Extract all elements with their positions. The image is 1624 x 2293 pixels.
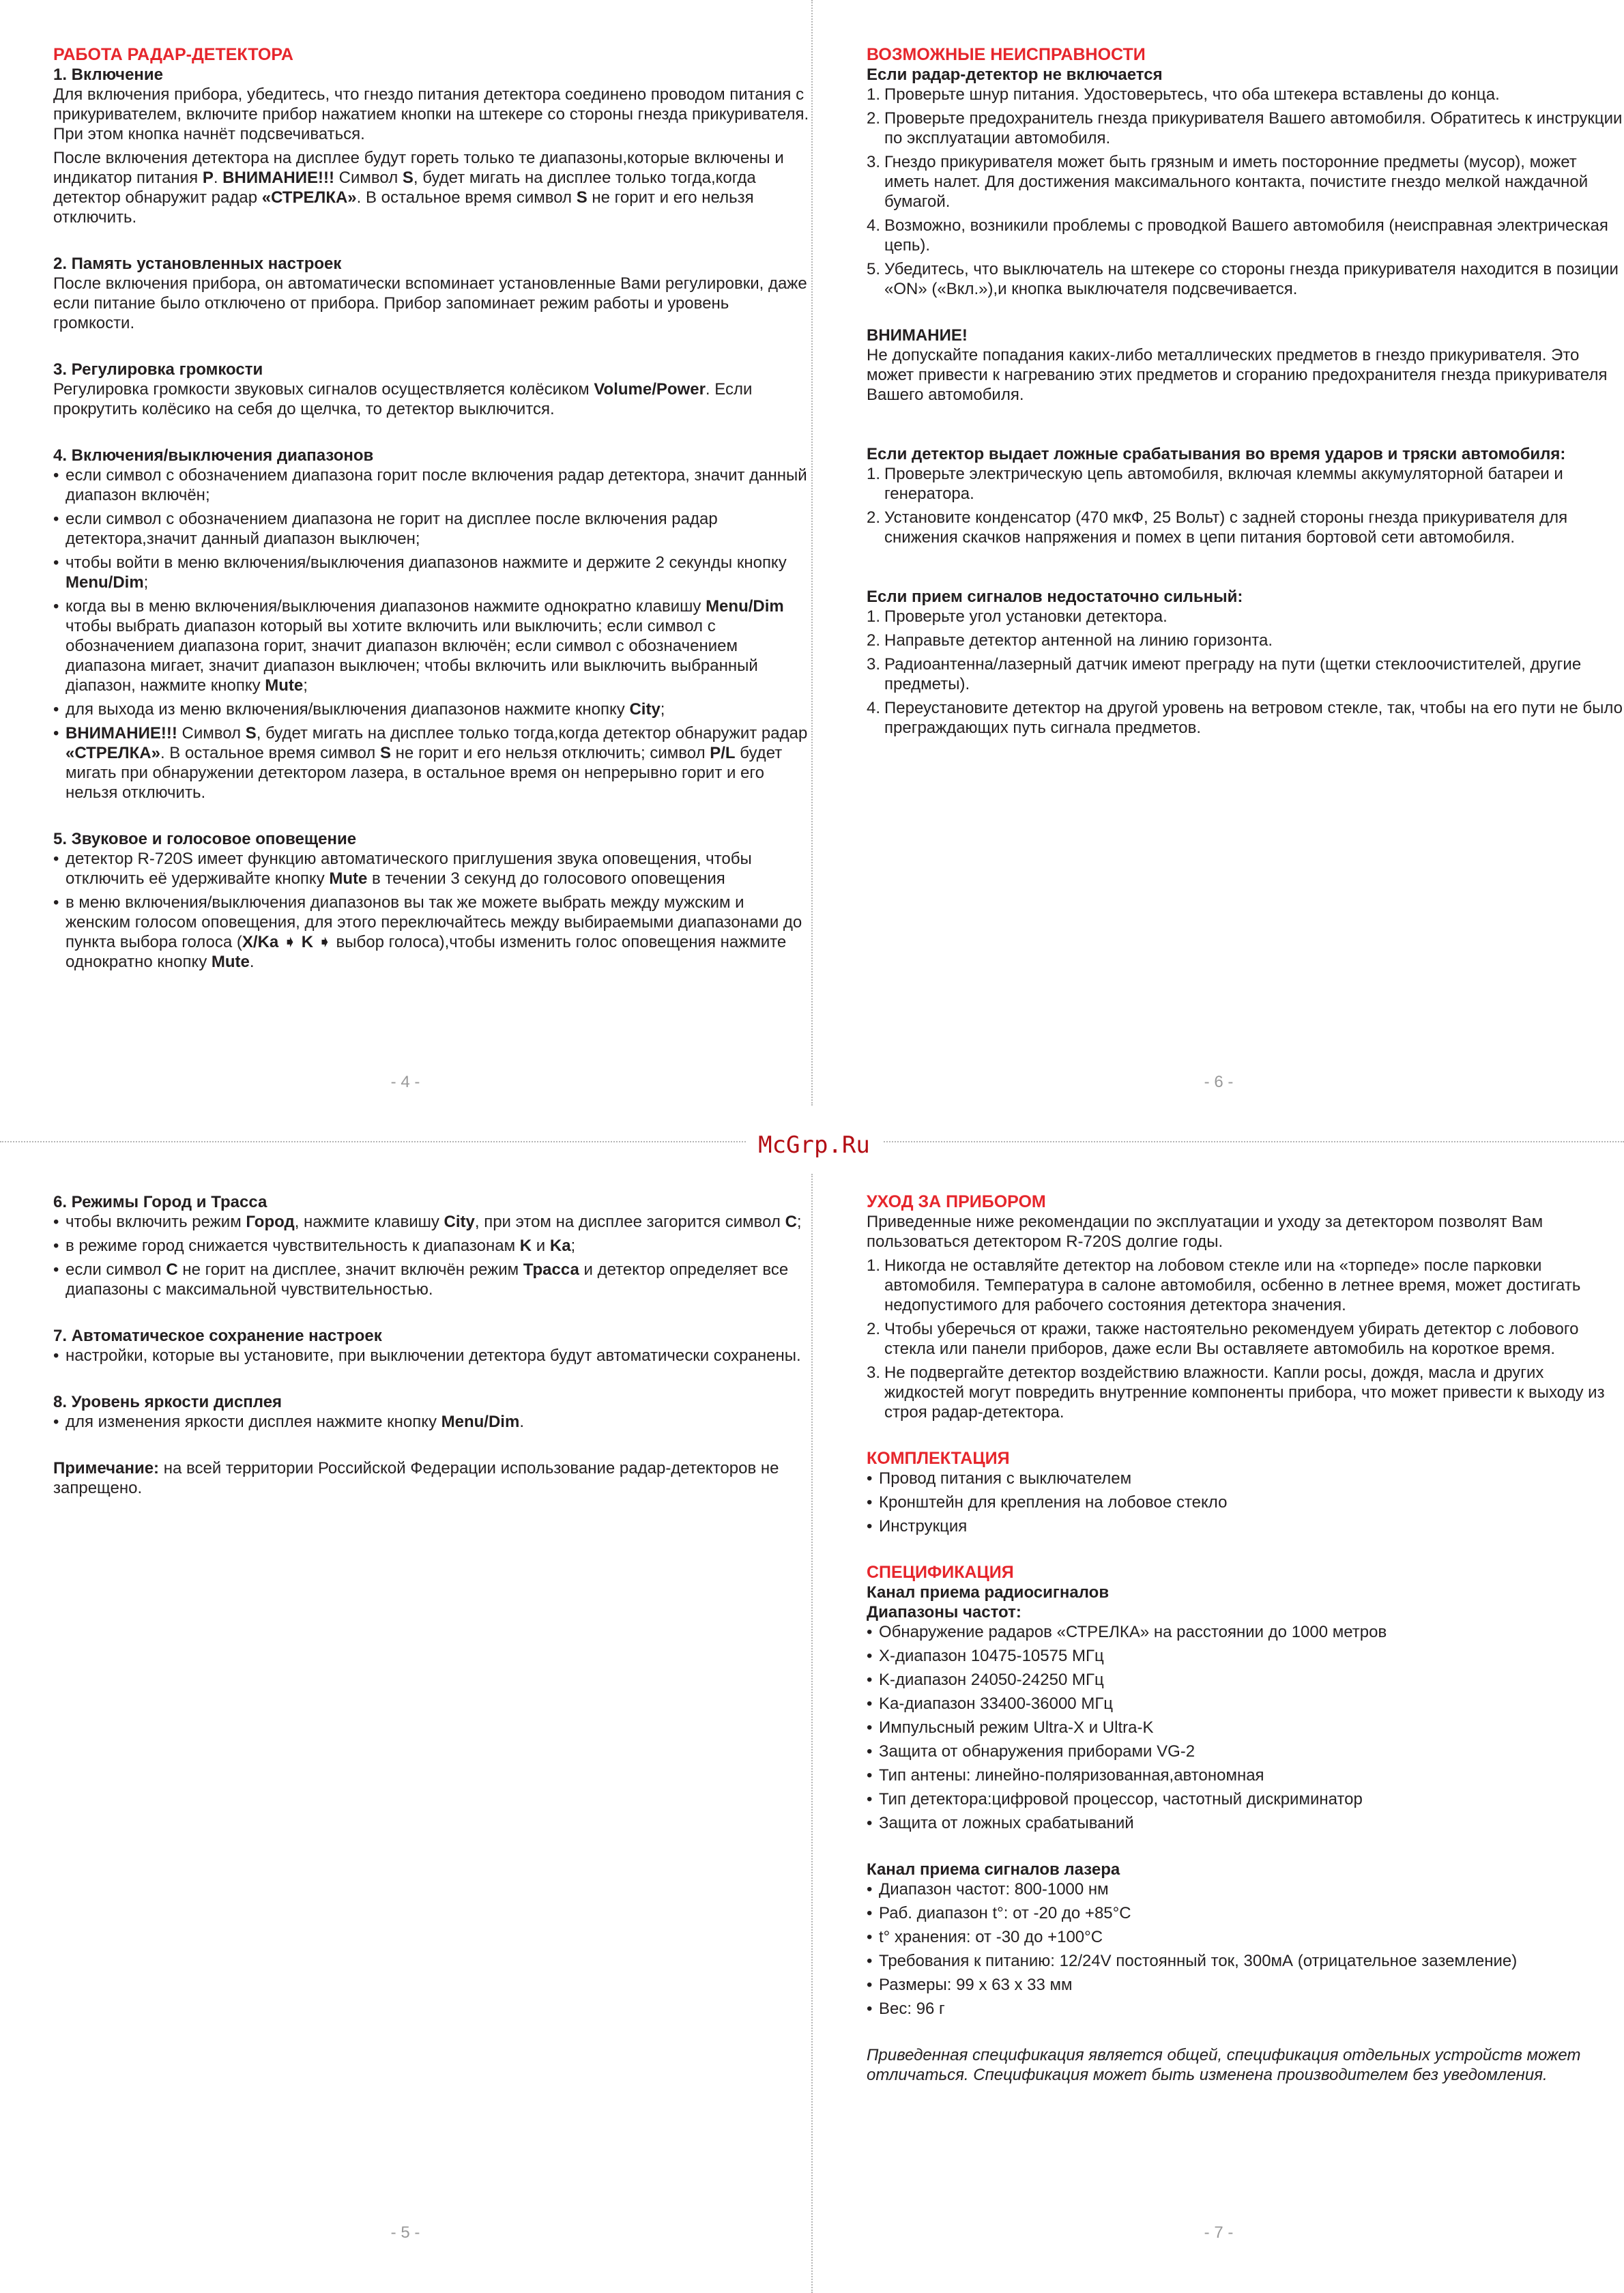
list-item: • X-диапазон 10475-10575 МГц: [867, 1646, 1624, 1666]
heading-sound: 5. Звуковое и голосовое оповещение: [53, 830, 357, 848]
bands-list: [53, 465, 811, 803]
spec-radio-list: [867, 1622, 1624, 1833]
paragraph: Регулировка громкости звуковых сигналов осуществляется колёсиком Volume/Power. Если прокрутить колёсико на себя до щелчка, то детектор выключится.: [53, 380, 753, 418]
list-item: • Раб. диапазон t°: от -20 до +85°С: [867, 1903, 1624, 1923]
list-item: • Размеры: 99 x 63 x 33 мм: [867, 1975, 1624, 1995]
list-item: • если символ C не горит на дисплее, значит включён режим Трасса и детектор определяет все диапазоны с максимальной чувствительностью.: [53, 1260, 811, 1299]
heading-bands: 4. Включения/выключения диапазонов: [53, 446, 374, 465]
paragraph: Не допускайте попадания каких-либо металлических предметов в гнездо прикуривателя. Это может привести к нагреванию этих предметов и сгоранию предохранителя гнезда прикуривателя Вашего автомобиля.: [867, 346, 1608, 404]
list-item: • Вес: 96 г: [867, 1999, 1624, 2019]
list-item: • t° хранения: от -30 до +100°С: [867, 1927, 1624, 1947]
page-number: - 5 -: [390, 2223, 420, 2242]
autosave-list: [53, 1346, 811, 1366]
list-item: • Диапазон частот: 800-1000 нм: [867, 1879, 1624, 1899]
list-item: • Инструкция: [867, 1516, 1624, 1536]
spec-note: Приведенная спецификация является общей, спецификация отдельных устройств может отличаться. Спецификация может быть изменена производителем без уведомления.: [867, 2046, 1581, 2084]
list-item: 4. Переустановите детектор на другой уровень на ветровом стекле, так, чтобы на его пути не было преграждающих путь сигнала предметов.: [867, 699, 1623, 737]
list-item: • чтобы войти в меню включения/выключения диапазонов нажмите и держите 2 секунды кнопку Menu/Dim;: [53, 553, 811, 592]
list-item: • для изменения яркости дисплея нажмите кнопку Menu/Dim.: [53, 1412, 811, 1432]
list-item: 3. Не подвергайте детектор воздействию влажности. Капли росы, дождя, масла и других жидкостей могут повредить внутренние компоненты прибора, что может привести к выходу из строя радар-детектора.: [867, 1364, 1605, 1422]
heading-power-on: 1. Включение: [53, 66, 164, 84]
list-item: 3. Гнездо прикуривателя может быть грязным и иметь посторонние предметы (мусор), может иметь налет. Для достижения максимального контакта, почистите гнездо мелкой наждачной бумагой.: [867, 153, 1589, 211]
list-item: • Ka-диапазон 33400-36000 МГц: [867, 1694, 1624, 1714]
heading-weak-signal: Если прием сигналов недостаточно сильный:: [867, 588, 1243, 606]
list-item: 3. Радиоантенна/лазерный датчик имеют преграду на пути (щетки стеклоочистителей, другие предметы).: [867, 655, 1582, 693]
section-title: СПЕЦИФИКАЦИЯ: [867, 1563, 1014, 1582]
paragraph: После включения прибора, он автоматически вспоминает установленные Вами регулировки, даже если питание было отключено от прибора. Прибор запоминает режим работы и уровень громкости.: [53, 274, 807, 332]
list-item: • в меню включения/выключения диапазонов вы так же можете выбрать между мужским и женским голосом оповещения, для этого переключайтесь между выбираемыми диапазонами до пункта выбора голоса (X/Ka ➧ K ➧ выбор голоса),чтобы изменить голос оповещения нажмите однократно кнопку Mute.: [53, 893, 811, 972]
heading-not-power: Если радар-детектор не включается: [867, 66, 1163, 84]
list-item: • если символ с обозначением диапазона горит после включения радар детектора, значит данный диапазон включён;: [53, 465, 811, 505]
list-item: • Обнаружение радаров «СТРЕЛКА» на расстоянии до 1000 метров: [867, 1622, 1624, 1642]
heading-modes: 6. Режимы Город и Трасса: [53, 1193, 267, 1211]
list-item: • настройки, которые вы установите, при выключении детектора будут автоматически сохранены.: [53, 1346, 811, 1366]
care-list: [867, 1256, 1624, 1422]
list-item: • Провод питания с выключателем: [867, 1469, 1624, 1488]
list-item: • ВНИМАНИЕ!!! Символ S, будет мигать на дисплее только тогда,когда детектор обнаружит радар «СТРЕЛКА». В остальное время символ S не горит и его нельзя отключить; символ P/L будет мигать при обнаружении детектором лазера, в остальное время он непрерывно горит и его нельзя отключить.: [53, 723, 811, 803]
list-item: • Требования к питанию: 12/24V постоянный ток, 300мА (отрицательное заземление): [867, 1951, 1624, 1971]
section-title: РАБОТА РАДАР-ДЕТЕКТОРА: [53, 45, 293, 64]
heading-autosave: 7. Автоматическое сохранение настроек: [53, 1327, 382, 1345]
list-item: 1. Никогда не оставляйте детектор на лобовом стекле или на «торпеде» после парковки автомобиля. Температура в салоне автомобиля, осбенно в летнее время, может достигать недопустимого для рабочего состояния детектора значения.: [867, 1256, 1581, 1314]
list-item: • когда вы в меню включения/выключения диапазонов нажмите однократно клавишу Menu/Dim чтобы выбрать диапазон который вы хотите включить или выключить; если символ с обозначением диапазона горит, значит диапазон включён; если символ с обозначением диапазона мигает, значит диапазон выключен; чтобы включить или выключить выбранный діапазон, нажмите кнопку Mute;: [53, 596, 811, 695]
paragraph: Приведенные ниже рекомендации по эксплуатации и уходу за детектором позволят Вам пользоваться детектором R-720S долгие годы.: [867, 1213, 1543, 1251]
page-number: - 4 -: [390, 1073, 420, 1091]
page-number: - 6 -: [1204, 1073, 1234, 1091]
page-number: - 7 -: [1204, 2223, 1234, 2242]
numbered-list: [867, 85, 1624, 299]
list-item: • чтобы включить режим Город, нажмите клавишу City, при этом на дисплее загорится символ C;: [53, 1212, 811, 1232]
list-item: • в режиме город снижается чувствительность к диапазонам K и Ka;: [53, 1236, 811, 1256]
list-item: • Тип антены: линейно-поляризованная,автономная: [867, 1765, 1624, 1785]
list-item: • K-диапазон 24050-24250 МГц: [867, 1670, 1624, 1690]
list-item: • Защита от ложных срабатываний: [867, 1813, 1624, 1833]
page-7: [867, 1192, 1624, 2089]
heading-volume: 3. Регулировка громкости: [53, 360, 263, 379]
list-item: • Тип детектора:цифровой процессор, частотный дискриминатор: [867, 1789, 1624, 1809]
list-item: 2. Направьте детектор антенной на линию горизонта.: [867, 631, 1273, 650]
page-6: [867, 45, 1624, 742]
page-5: [53, 1192, 811, 1502]
list-item: 2. Установите конденсатор (470 мкФ, 25 Вольт) с задней стороны гнезда прикуривателя для снижения скачков напряжения и помех в цепи питания бортовой сети автомобиля.: [867, 508, 1568, 547]
heading-frequency-ranges: Диапазоны частот:: [867, 1603, 1021, 1621]
list-item: 1. Проверьте шнур питания. Удостоверьтесь, что оба штекера вставлены до конца.: [867, 85, 1500, 104]
paragraph: Для включения прибора, убедитесь, что гнездо питания детектора соединено проводом питания с прикуривателем, включите прибор нажатием кнопки на штекере со стороны гнезда прикуривателя. При этом кнопка начнёт подсвечиваться.: [53, 85, 809, 143]
list-item: • Защита от обнаружения приборами VG-2: [867, 1742, 1624, 1761]
section-title: КОМПЛЕКТАЦИЯ: [867, 1449, 1010, 1468]
heading-warning: ВНИМАНИЕ!: [867, 326, 968, 345]
page-divider-vertical-bottom: [811, 1174, 813, 2293]
section-title: УХОД ЗА ПРИБОРОМ: [867, 1192, 1046, 1211]
kit-list: [867, 1469, 1624, 1536]
note: Примечание: на всей территории Российской Федерации использование радар-детекторов не запрещено.: [53, 1459, 779, 1497]
list-item: 2. Чтобы уберечься от кражи, также настоятельно рекомендуем убирать детектор с лобового стекла или панели приборов, даже если Вы оставляете автомобиль на короткое время.: [867, 1320, 1579, 1358]
list-item: 1. Проверьте угол установки детектора.: [867, 607, 1168, 626]
list-item: • если символ с обозначением диапазона не горит на дисплее после включения радар детектора,значит данный диапазон выключен;: [53, 509, 811, 549]
list-item: • Импульсный режим Ultra-X и Ultra-K: [867, 1718, 1624, 1737]
sound-list: [53, 849, 811, 972]
page-4: [53, 45, 811, 976]
heading-false-alarms: Если детектор выдает ложные срабатывания во время ударов и тряски автомобиля:: [867, 445, 1566, 463]
numbered-list: [867, 607, 1624, 738]
modes-list: [53, 1212, 811, 1299]
page-divider-vertical-top: [811, 0, 813, 1106]
numbered-list: [867, 464, 1624, 547]
list-item: 1. Проверьте электрическую цепь автомобиля, включая клеммы аккумуляторной батареи и генератора.: [867, 465, 1563, 503]
list-item: • для выхода из меню включения/выключения диапазонов нажмите кнопку City;: [53, 700, 811, 719]
heading-memory: 2. Память установленных настроек: [53, 255, 342, 273]
brightness-list: [53, 1412, 811, 1432]
list-item: • Кронштейн для крепления на лобовое стекло: [867, 1492, 1624, 1512]
heading-laser-channel: Канал приема сигналов лазера: [867, 1860, 1120, 1879]
paragraph: После включения детектора на дисплее будут гореть только те диапазоны,которые включены и индикатор питания P. ВНИМАНИЕ!!! Символ S, будет мигать на дисплее только тогда,когда детектор обнаружит радар «СТРЕЛКА». В остальное время символ S не горит и его нельзя отключить.: [53, 149, 784, 227]
section-title: ВОЗМОЖНЫЕ НЕИСПРАВНОСТИ: [867, 45, 1146, 64]
list-item: 5. Убедитесь, что выключатель на штекере со стороны гнезда прикуривателя находится в позиции «ON» («Вкл.»),и кнопка выключателя подсвечивается.: [867, 260, 1619, 298]
heading-radio-channel: Канал приема радиосигналов: [867, 1583, 1110, 1602]
list-item: 2. Проверьте предохранитель гнезда прикуривателя Вашего автомобиля. Обратитесь к инструкции по эксплуатации автомобиля.: [867, 109, 1623, 147]
list-item: • детектор R-720S имеет функцию автоматического приглушения звука оповещения, чтобы отключить её удерживайте кнопку Mute в течении 3 секунд до голосового оповещения: [53, 849, 811, 889]
spec-laser-list: [867, 1879, 1624, 2019]
watermark-logo: McGrp.Ru: [746, 1130, 882, 1160]
list-item: 4. Возможно, возникили проблемы с проводкой Вашего автомобиля (неисправная электрическая цепь).: [867, 216, 1608, 255]
heading-brightness: 8. Уровень яркости дисплея: [53, 1393, 282, 1411]
